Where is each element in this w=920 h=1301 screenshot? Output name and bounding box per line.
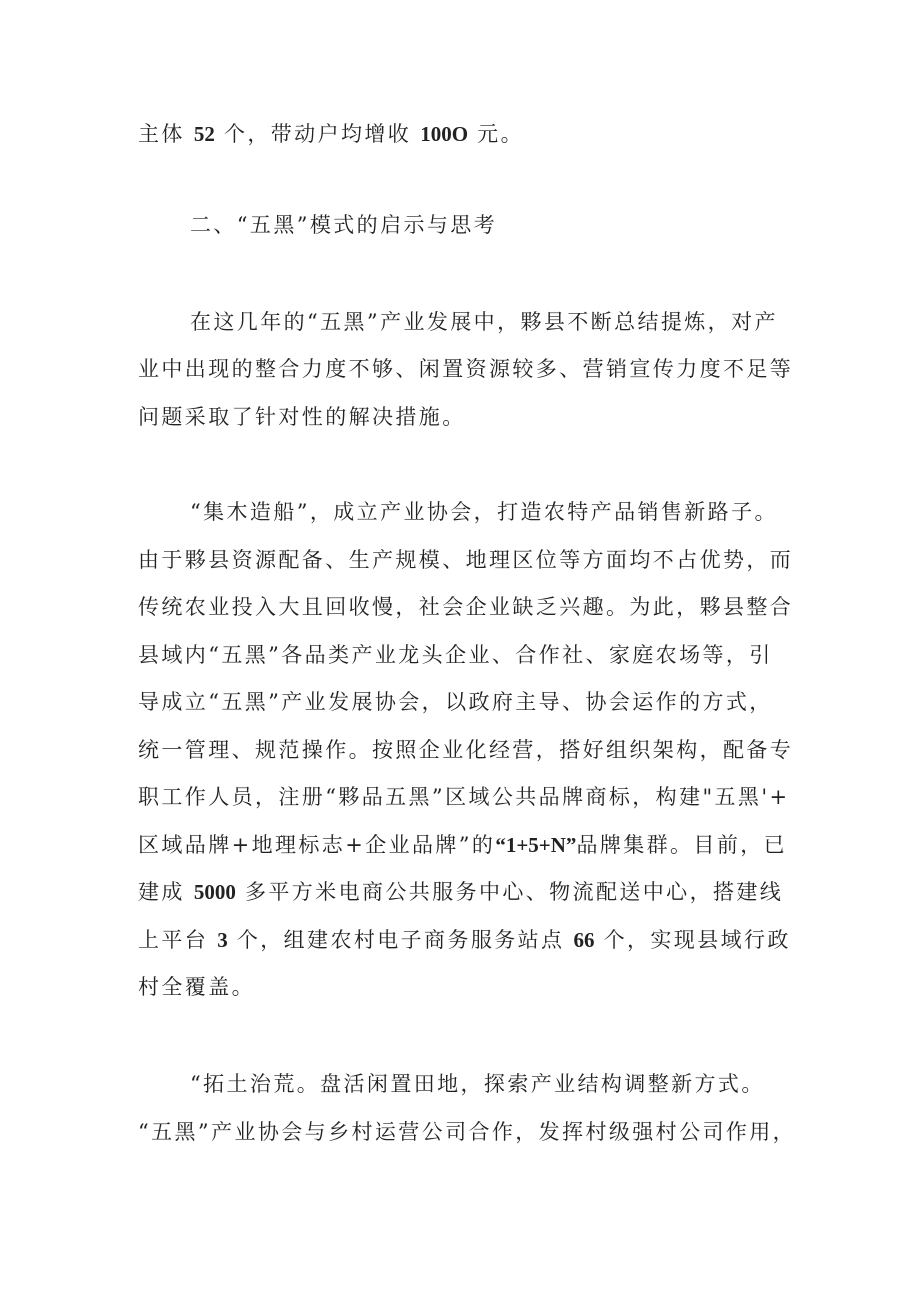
paragraph-line: 区域品牌+地理标志+企业品牌”的“1+5+N”品牌集群。目前，已 [138, 833, 788, 857]
paragraph-line: 上平台 3 个，组建农村电子商务服务站点 66 个，实现县域行政 [138, 928, 791, 952]
paragraph-line: 建成 5000 多平方米电商公共服务中心、物流配送中心，搭建线 [138, 880, 784, 904]
paragraph-line: 问题采取了针对性的解决措施。 [138, 405, 466, 429]
paragraph-line: 统一管理、规范操作。按照企业化经营，搭好组织架构，配备专 [138, 738, 794, 762]
paragraph-line: 传统农业投入大且回收慢，社会企业缺乏兴趣。为此，夥县整合 [138, 595, 794, 619]
paragraph-line: 导成立“五黑”产业发展协会，以政府主导、协会运作的方式， [138, 690, 773, 714]
paragraph-line: 村全覆盖。 [138, 975, 255, 999]
paragraph-line: 职工作人员，注册“夥品五黑”区域公共品牌商标，构建"五黑'+ [138, 785, 790, 809]
paragraph-line: “拓土治荒。盘活闲置田地，探索产业结构调整新方式。 [190, 1072, 765, 1096]
paragraph-line: “集木造船”，成立产业协会，打造农特产品销售新路子。 [190, 500, 778, 524]
paragraph-line: 主体 52 个，带动户均增收 100O 元。 [138, 122, 524, 146]
paragraph-line: 在这几年的“五黑”产业发展中，夥县不断总结提炼，对产 [190, 310, 778, 334]
paragraph-line: “五黑”产业协会与乡村运营公司合作，发挥村级强村公司作用， [138, 1120, 797, 1144]
section-heading: 二、“五黑”模式的启示与思考 [190, 213, 498, 237]
paragraph-line: 县域内“五黑”各品类产业龙头企业、合作社、家庭农场等，引 [138, 643, 773, 667]
paragraph-line: 业中出现的整合力度不够、闲置资源较多、营销宣传力度不足等 [138, 357, 794, 381]
paragraph-line: 由于夥县资源配备、生产规模、地理区位等方面均不占优势，而 [138, 548, 794, 572]
